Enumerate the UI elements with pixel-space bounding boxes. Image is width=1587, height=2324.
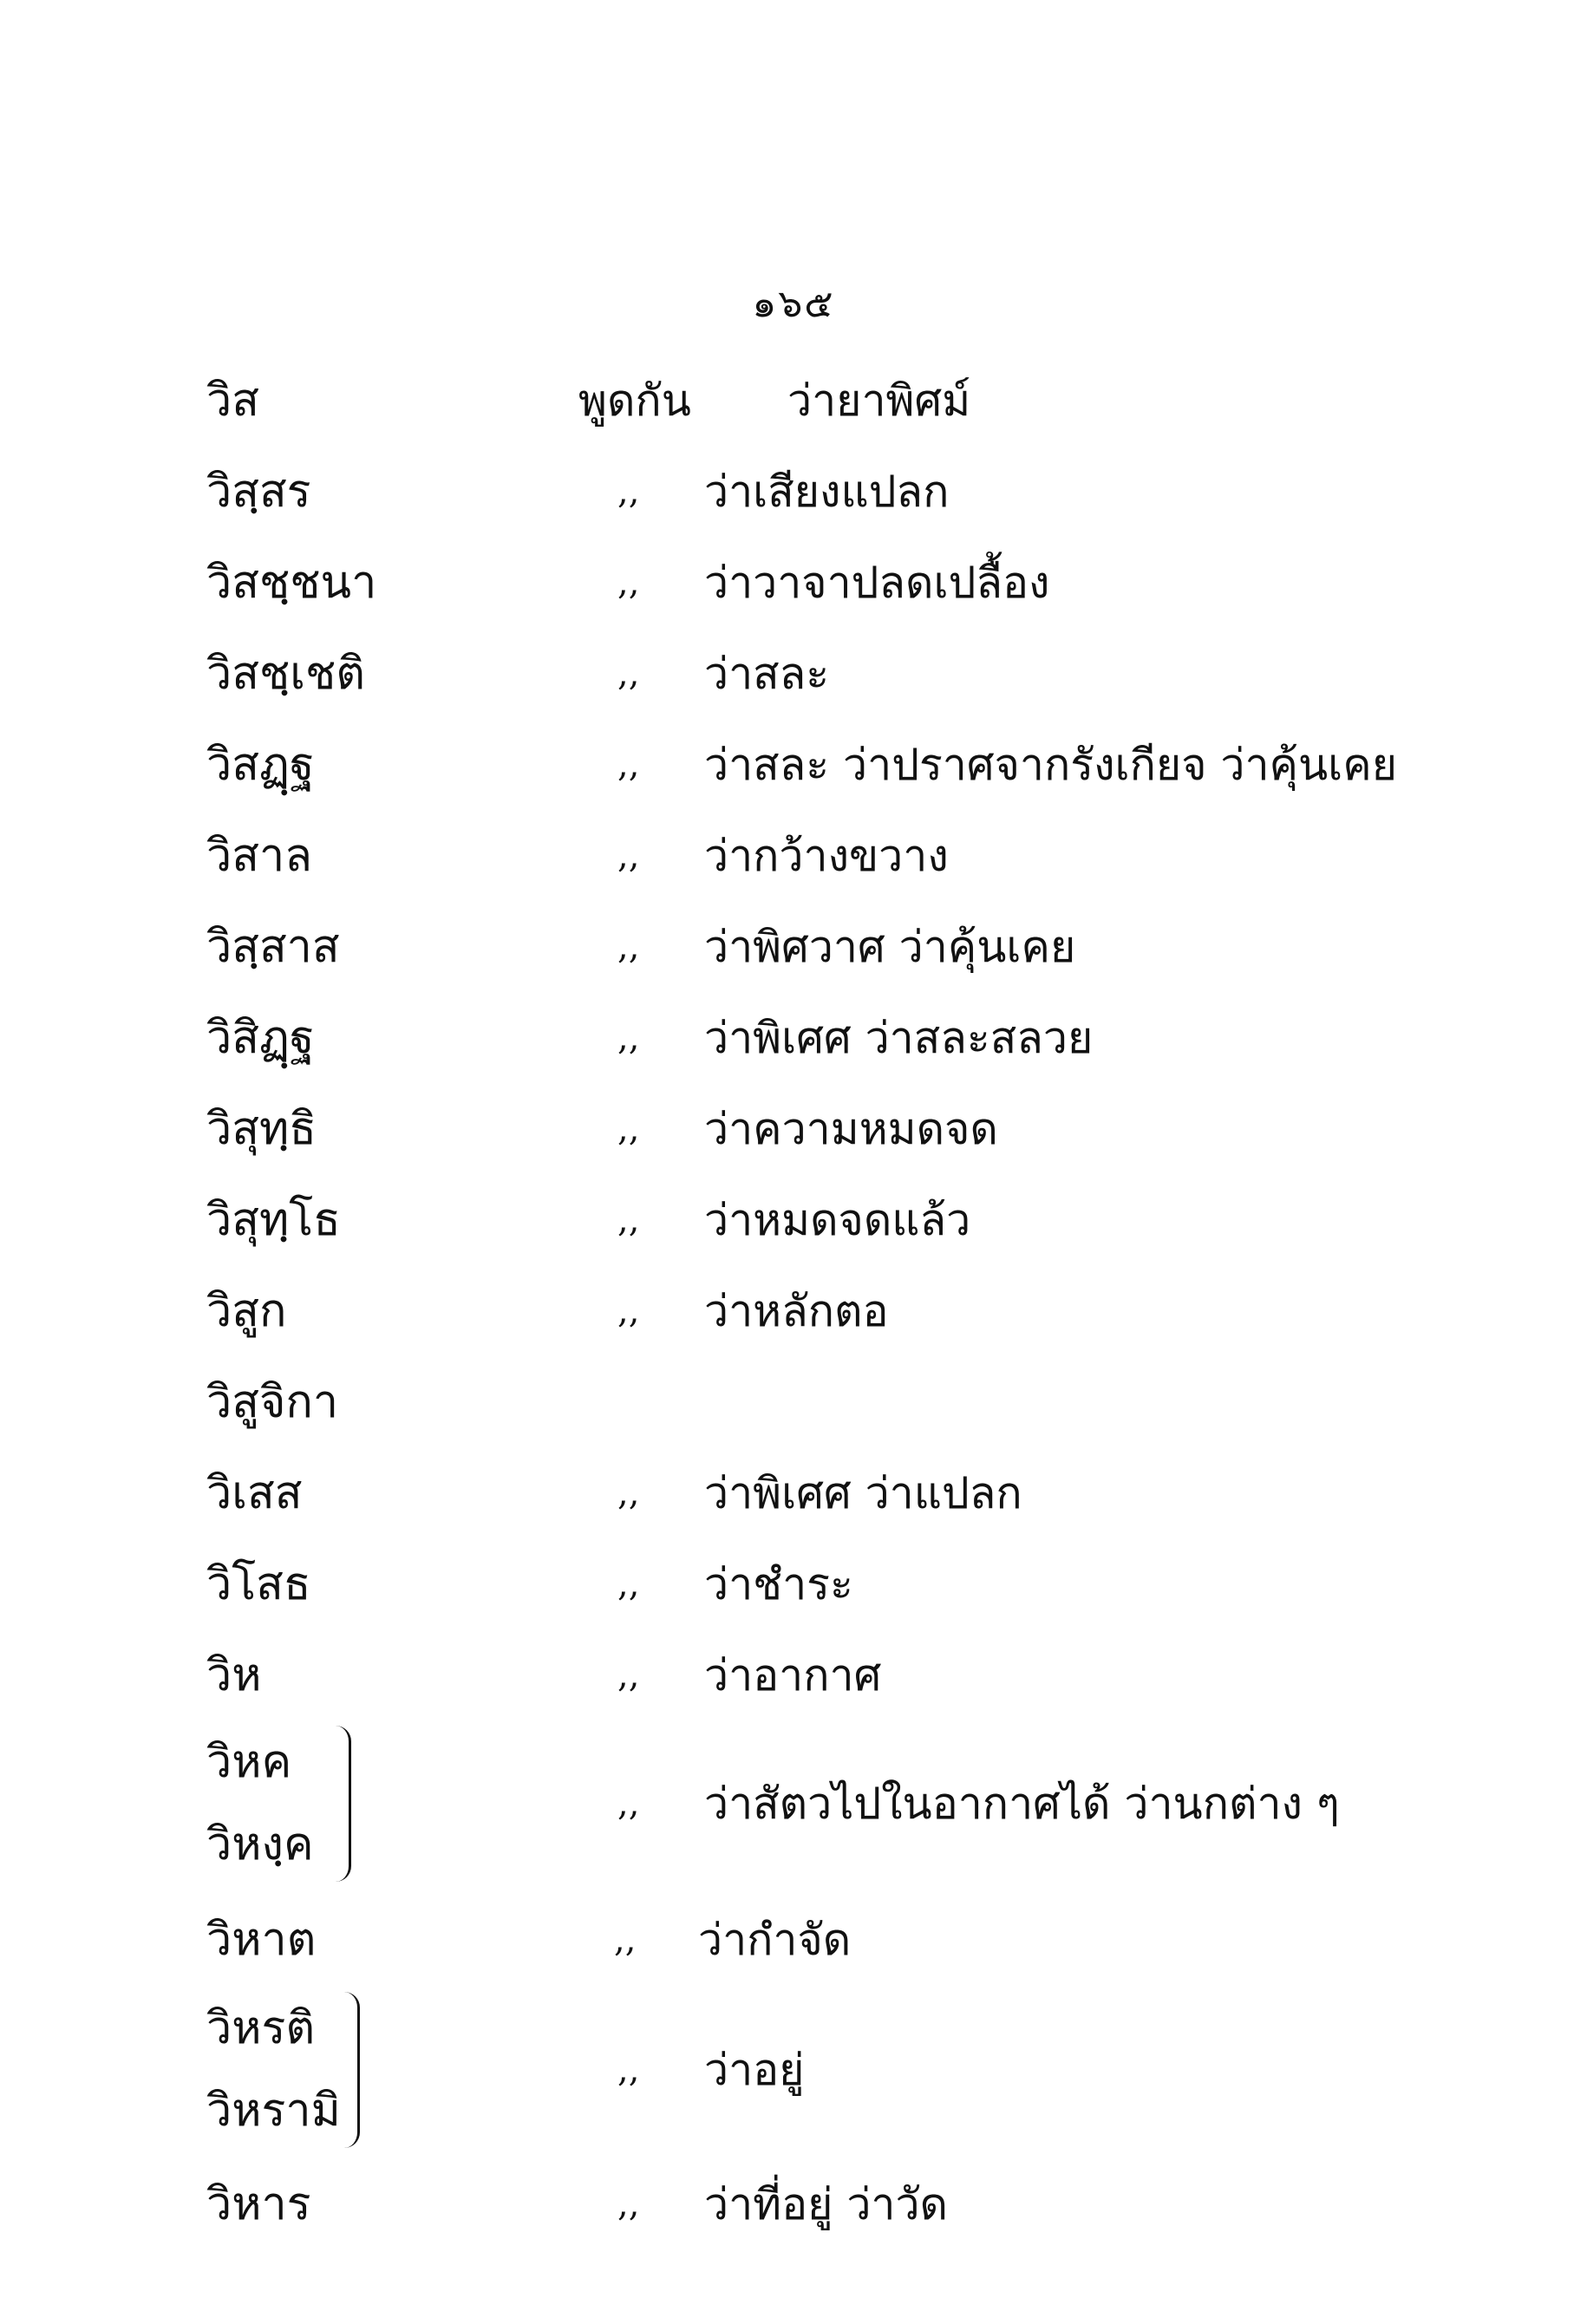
ditto-mark: ,, [617, 1200, 640, 1240]
ditto-mark: ,, [617, 1655, 640, 1695]
entry-term: วิหรามิ [206, 2085, 341, 2137]
ditto-mark: ,, [617, 1018, 640, 1058]
ditto-mark: ,, [617, 1291, 640, 1331]
entry-meaning: ว่ากำจัด [698, 1915, 852, 1965]
entry-term: วิสุทฺโธ [206, 1194, 341, 1246]
entry-meaning: ว่าสละ [704, 649, 830, 699]
entry-meaning: ว่าอยู่ [704, 2045, 805, 2095]
entry-term: วิสูจิกา [206, 1376, 339, 1428]
entry-term: วิสชฺชนา [206, 557, 377, 609]
entry-term: วิหาร [206, 2178, 311, 2230]
ditto-mark: ,, [617, 1784, 640, 1824]
entry-meaning: ว่าเสียงแปลก [704, 467, 950, 517]
ditto-mark: ,, [617, 927, 640, 967]
entry-meaning: ว่าชำระ [704, 1559, 853, 1609]
ditto-mark: ,, [617, 745, 640, 785]
ditto-mark: ,, [617, 472, 640, 512]
entry-lead: พูดกัน [578, 375, 691, 426]
entry-meaning: ว่าที่อยู่ ว่าวัด [704, 2179, 949, 2229]
entry-term: วิหรติ [206, 2002, 316, 2054]
entry-term: วิสูก [206, 1285, 287, 1337]
entry-term: วิสชฺเชติ [206, 648, 366, 700]
entry-term: วิสฺสาส [206, 921, 340, 973]
entry-meaning: ว่าสละ ว่าปราศจากรังเกียจ ว่าคุ้นเคย [704, 740, 1397, 790]
entry-meaning: ว่าอากาศ [704, 1650, 882, 1701]
ditto-mark: ,, [617, 836, 640, 876]
grouping-brace [340, 1992, 360, 2148]
ditto-mark: ,, [617, 1564, 640, 1604]
entry-term: วิห [206, 1649, 262, 1701]
page-number: ๑๖๕ [752, 282, 835, 326]
entry-meaning: ว่าสัตวไปในอากาศได้ ว่านกต่าง ๆ [704, 1779, 1340, 1829]
entry-term: วิเสส [206, 1467, 303, 1519]
entry-term: วิสุทฺธิ [206, 1103, 317, 1155]
entry-meaning: ว่าพิเศศ ว่าแปลก [704, 1468, 1022, 1518]
entry-meaning: ว่าวาจาปลดเปลื้อง [704, 558, 1050, 608]
entry-term: วิโสธ [206, 1558, 311, 1610]
entry-term: วิหาต [206, 1914, 317, 1966]
entry-meaning: ว่าความหมดจด [704, 1104, 998, 1154]
entry-term: วิสิฏฺฐ [206, 1012, 315, 1064]
ditto-mark: ,, [617, 563, 640, 603]
ditto-mark: ,, [617, 2050, 640, 2090]
entry-meaning: ว่าพิเศศ ว่าสละสลวย [704, 1013, 1094, 1063]
ditto-mark: ,, [617, 654, 640, 694]
ditto-mark: ,, [617, 2184, 640, 2224]
entry-term: วิสาล [206, 830, 313, 882]
ditto-mark: ,, [617, 1473, 640, 1513]
entry-term: วิส [206, 375, 259, 427]
entry-meaning: ว่ากว้างขวาง [704, 831, 949, 881]
ditto-mark: ,, [614, 1920, 637, 1960]
grouping-brace [331, 1726, 351, 1882]
entry-meaning: ว่าหลักตอ [704, 1286, 889, 1336]
entry-meaning: ว่ายาพิศม์ [787, 375, 971, 426]
ditto-mark: ,, [617, 1109, 640, 1149]
entry-term: วิสฺสร [206, 466, 311, 518]
entry-term: วิสฏฺฐ [206, 739, 315, 791]
entry-term: วิหค [206, 1736, 292, 1788]
entry-term: วิหงฺค [206, 1818, 314, 1870]
entry-meaning: ว่าหมดจดแล้ว [704, 1195, 971, 1245]
entry-meaning: ว่าพิศวาศ ว่าคุ้นเคย [704, 922, 1076, 972]
